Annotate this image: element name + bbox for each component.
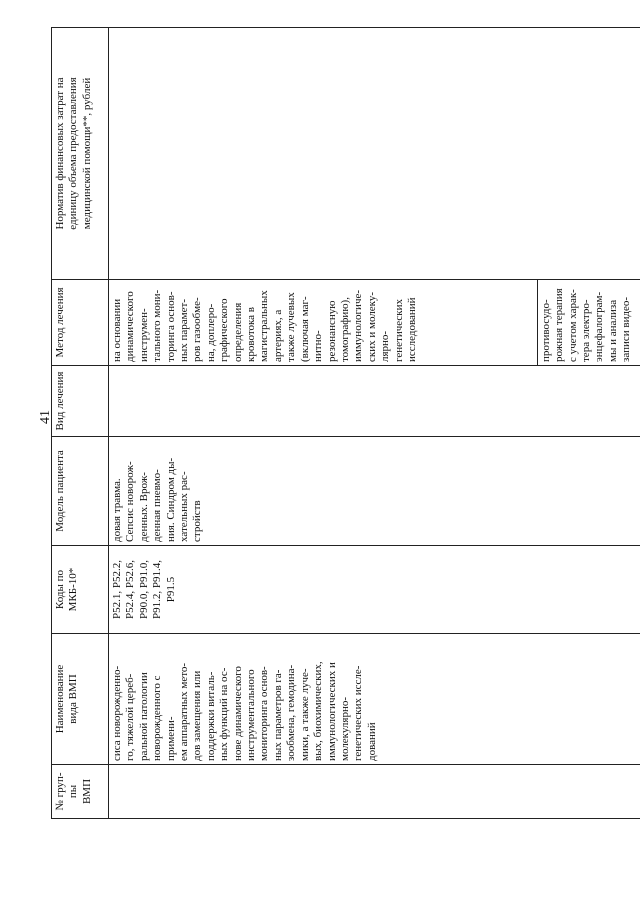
cell-cost-norm (109, 28, 640, 280)
header-treatment-type: Вид лечения (52, 366, 109, 437)
treatment-method-entry: противосудо- рожная терапия с учетом харак- тера электро- энцефалограм- мы и анализа записи видео- (537, 280, 640, 365)
page-number: 41 (38, 410, 53, 424)
header-treatment-method: Метод лечения (52, 280, 109, 366)
header-icd-codes: Коды по МКБ-10* (52, 546, 109, 634)
cell-treatment-type (109, 366, 640, 437)
header-vmp-name: Наименование вида ВМП (52, 634, 109, 765)
treatment-method-subtable (109, 280, 640, 365)
cell-group-number (109, 765, 640, 819)
rotated-table-container (51, 28, 633, 819)
header-patient-model: Модель пациента (52, 437, 109, 546)
header-cost-norm: Норматив финансовых затрат на единицу объема предоставления медицинской помощи**, рублей (52, 28, 109, 280)
cell-patient-model: довая травма. Сепсис новорож- денных. Врож- денная пневмо- ния. Синдром ды- хательных рас- стройств (109, 437, 640, 546)
table-row (109, 28, 640, 819)
treatment-method-entry: на основании динамического инструмен- тального мони- торинга основ- ных парамет- ров газообме- на, доплеро- графического определения кровотока в магистральных артериях, а также лучевых (включая маг- нитно- резонансную томографию), иммунологиче- ских и молеку- лярно- генетических исследований (111, 289, 418, 362)
header-group-number: № груп- пы ВМП (52, 765, 109, 819)
cell-vmp-name: сиса новорожденно- го, тяжелой цереб- ральной патологии новорожденного с примени- ем аппаратных мето- дов замещения или поддержки виталь- ных функций на ос- нове динамического инструментального мониторинга основ- ных параметров га- зообмена, гемодина- мики, а также луче- вых, биохимических, иммунологических и молекулярно- генетических иссле- дований (109, 634, 640, 765)
cell-treatment-method (109, 280, 640, 366)
vmp-table (51, 27, 640, 819)
cell-icd-codes: P52.1, P52.2, P52.4, P52.6, P90.0, P91.0, P91.2, P91.4, P91.5 (109, 546, 640, 634)
table-header-row (52, 28, 109, 819)
